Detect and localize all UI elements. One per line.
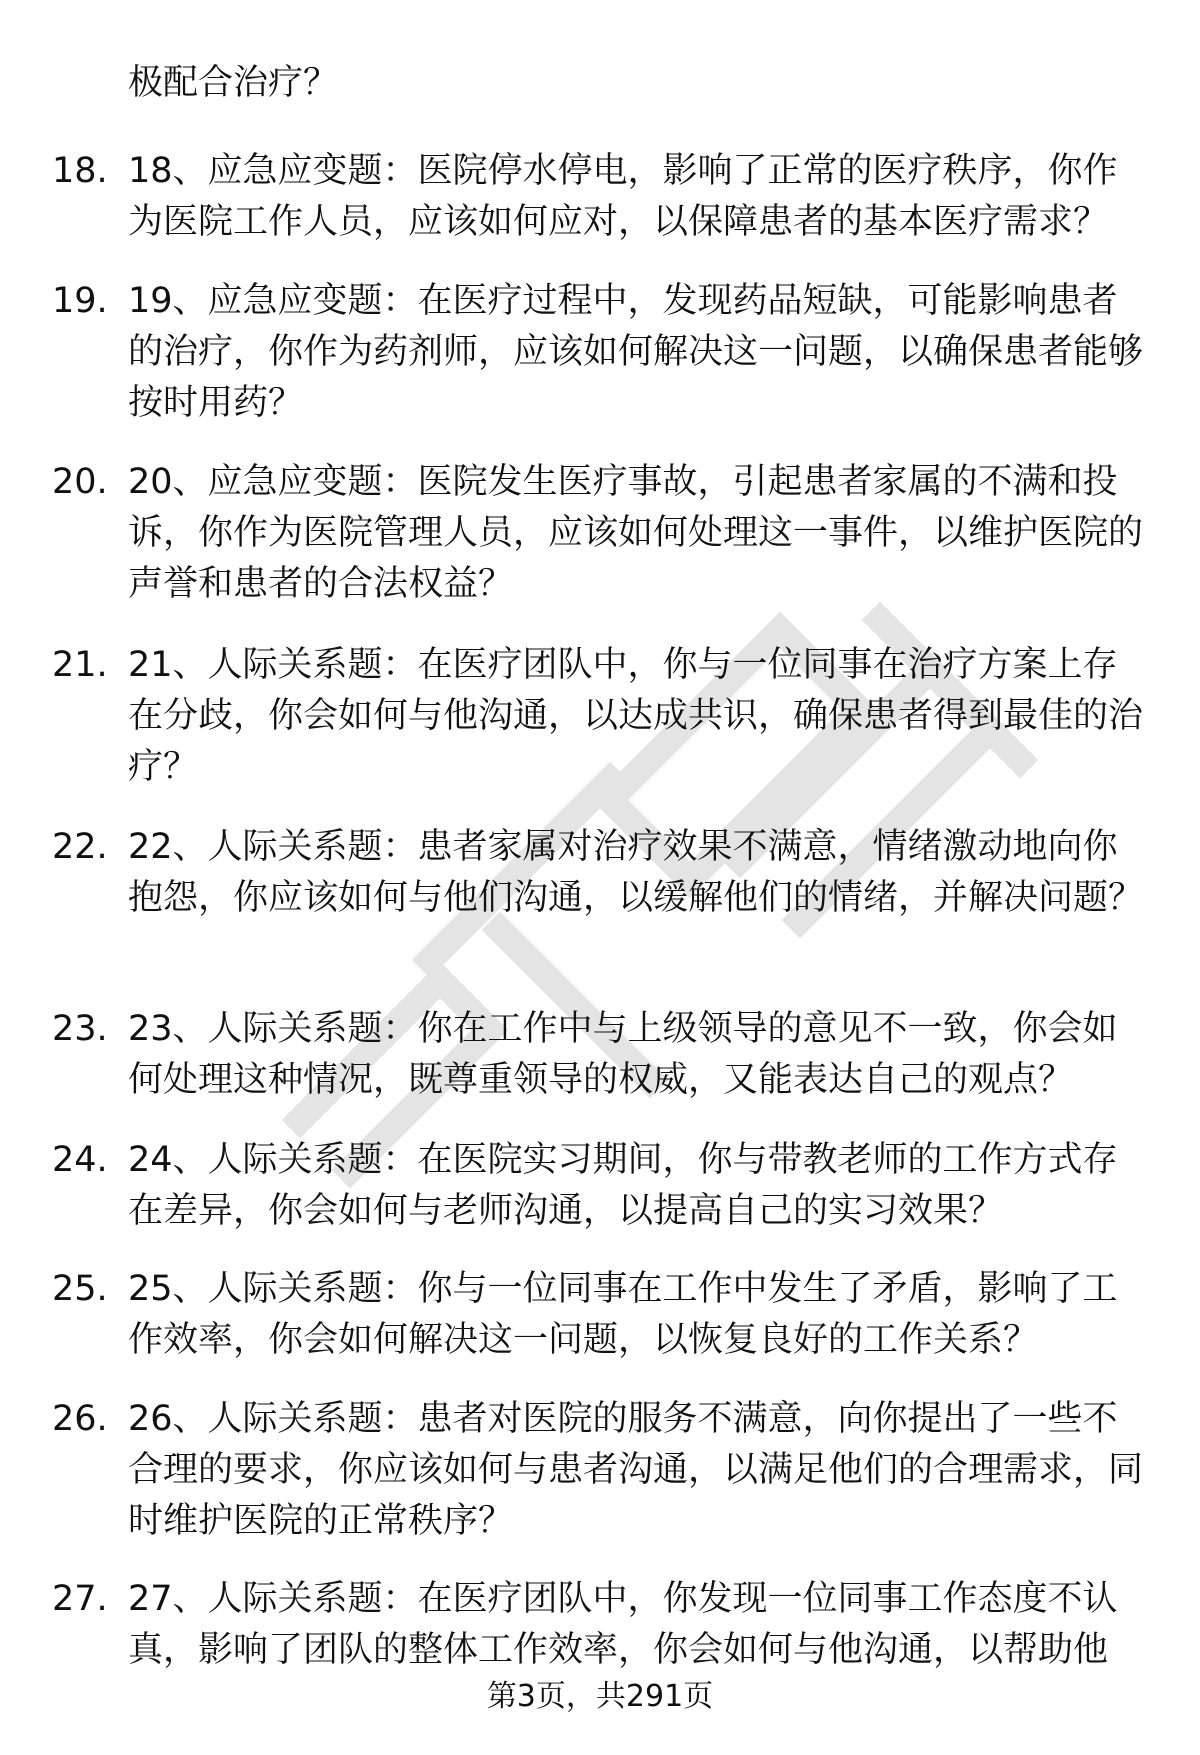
question-text: 24、人际关系题：在医院实习期间，你与带教老师的工作方式存在差异，你会如何与老师沟通，以提高自己的实习效果？ [128,1140,1118,1231]
question-text: 27、人际关系题：在医疗团队中，你发现一位同事工作态度不认真，影响了团队的整体工作效率，你会如何与他沟通，以帮助他 [128,1579,1118,1670]
question-text: 21、人际关系题：在医疗团队中，你与一位同事在治疗方案上存在分歧，你会如何与他沟通，以达成共识，确保患者得到最佳的治疗？ [128,645,1144,787]
question-number: 25. [52,1269,108,1309]
question-number: 21. [52,645,108,685]
question-text: 18、应急应变题：医院停水停电，影响了正常的医疗秩序，你作为医院工作人员，应该如何应对，以保障患者的基本医疗需求？ [128,151,1118,242]
continued-text: 极配合治疗？ [128,63,339,103]
question-text: 20、应急应变题：医院发生医疗事故，引起患者家属的不满和投诉，你作为医院管理人员，应该如何处理这一事件，以维护医院的声誉和患者的合法权益？ [128,462,1144,604]
question-text: 19、应急应变题：在医疗过程中，发现药品短缺，可能影响患者的治疗，你作为药剂师，应该如何解决这一问题，以确保患者能够按时用药？ [128,281,1144,423]
question-text: 23、人际关系题：你在工作中与上级领导的意见不一致，你会如何处理这种情况，既尊重领导的权威，又能表达自己的观点？ [128,1009,1118,1100]
question-number: 18. [52,151,108,191]
question-number: 22. [52,827,108,867]
question-number: 26. [52,1399,108,1439]
page-footer: 第3页，共291页 [486,1679,714,1714]
question-number: 20. [52,462,108,502]
question-number: 27. [52,1579,108,1619]
question-number: 24. [52,1140,108,1180]
question-text: 25、人际关系题：你与一位同事在工作中发生了矛盾，影响了工作效率，你会如何解决这一问题，以恢复良好的工作关系？ [128,1269,1118,1360]
question-number: 19. [52,281,108,321]
question-text: 26、人际关系题：患者对医院的服务不满意，向你提出了一些不合理的要求，你应该如何与患者沟通，以满足他们的合理需求，同时维护医院的正常秩序？ [128,1399,1144,1541]
question-number: 23. [52,1009,108,1049]
question-text: 22、人际关系题：患者家属对治疗效果不满意，情绪激动地向你抱怨，你应该如何与他们沟通，以缓解他们的情绪，并解决问题？ [128,827,1144,918]
